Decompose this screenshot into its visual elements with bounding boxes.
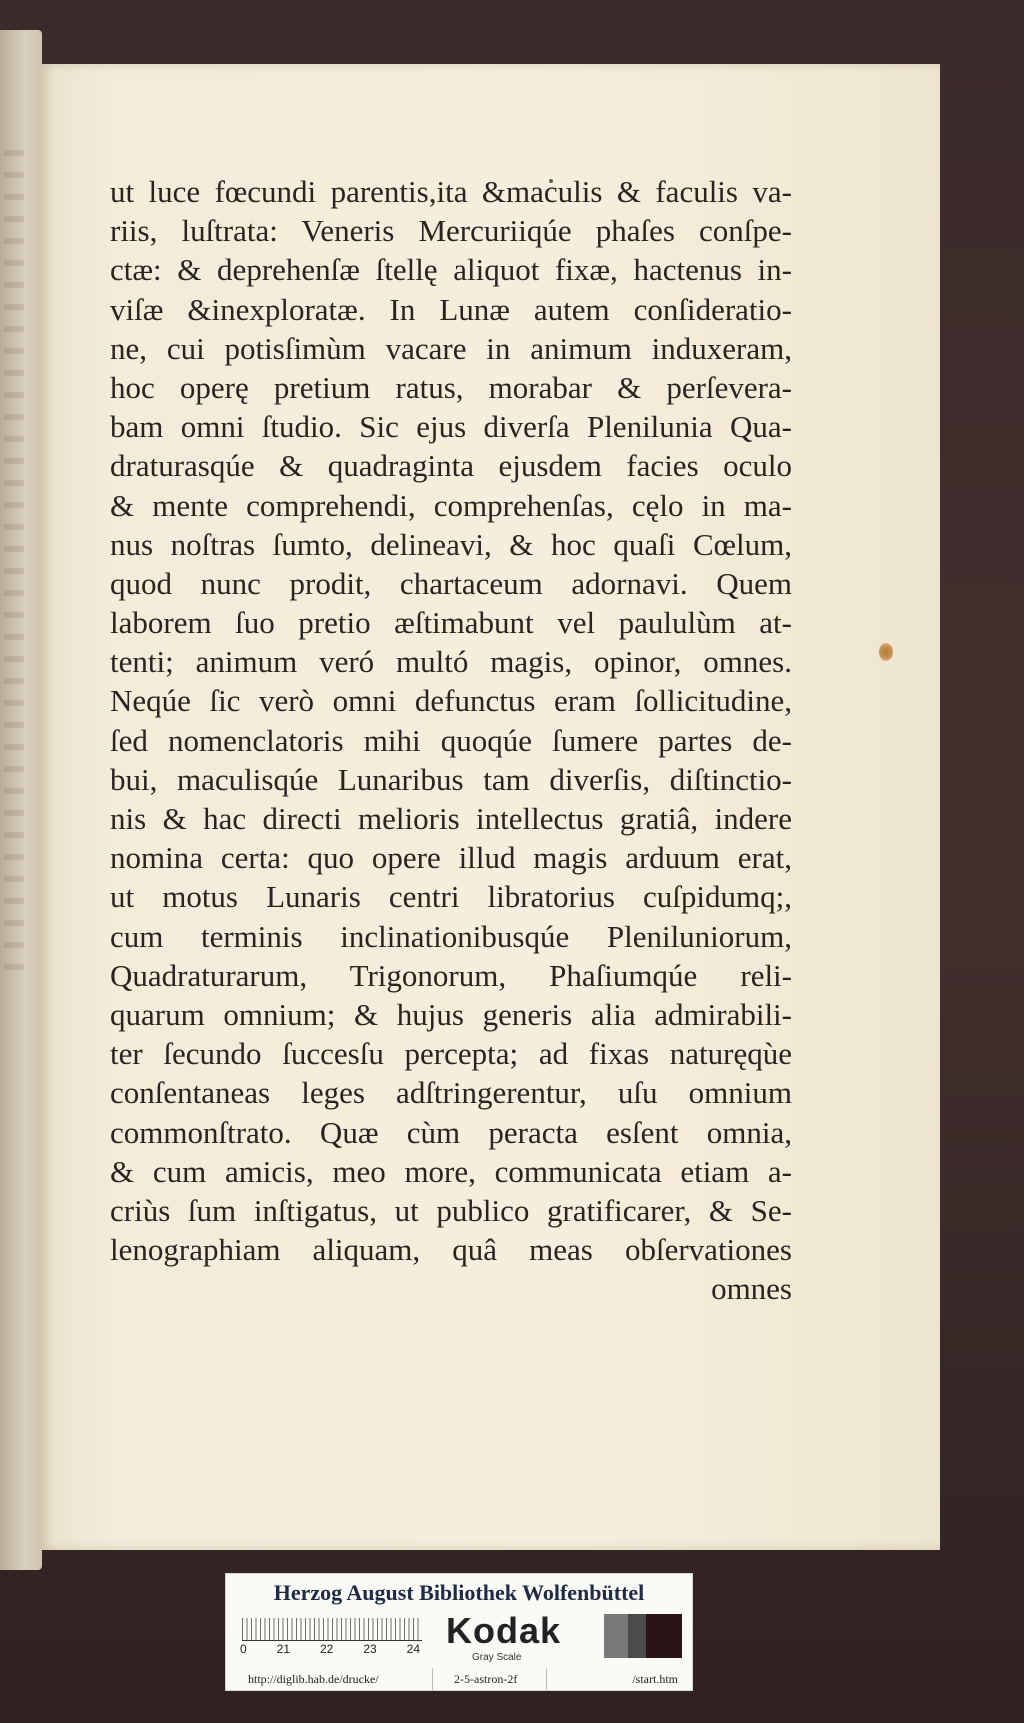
- text-line: criùs ſum inſtigatus, ut publico gratificarer, & Se-: [110, 1192, 792, 1228]
- text-line: & cum amicis, meo more, communicata etiam a-: [110, 1153, 792, 1189]
- text-line: ut motus Lunaris centri libratorius cuſpidumq;,: [110, 879, 792, 915]
- text-line: ne, cui potisſimùm vacare in animum induxeram,: [110, 330, 792, 366]
- text-line: quarum omnium; & hujus generis alia admirabili-: [110, 996, 792, 1032]
- text-line: laborem ſuo pretio æſtimabunt vel paululùm at-: [110, 605, 792, 641]
- color-calibration-target: [225, 1573, 693, 1691]
- text-line: bam omni ſtudio. Sic ejus diverſa Plenilunia Qua-: [110, 409, 792, 445]
- text-line: ter ſecundo ſuccesſu percepta; ad fixas naturęqùe: [110, 1036, 792, 1072]
- text-line: riis, luſtrata: Veneris Mercuriiqúe phaſes conſpe-: [110, 213, 792, 249]
- text-line: Quadraturarum, Trigonorum, Phaſiumqúe reli-: [110, 957, 792, 993]
- gray-swatch: [646, 1614, 682, 1658]
- text-line: bui, maculisqúe Lunaribus tam diverſis, diſtinctio-: [110, 761, 792, 797]
- ruler-number: 21: [276, 1642, 291, 1656]
- kodak-logo: Kodak: [446, 1610, 562, 1651]
- library-name: Herzog August Bibliothek Wolfenbüttel: [273, 1580, 645, 1605]
- ruler-scale: [242, 1612, 422, 1641]
- text-line: Neqúe ſic verò omni defunctus eram ſollicitudine,: [110, 683, 792, 719]
- text-line: viſæ &inexploratæ. In Lunæ autem conſideratio-: [110, 291, 792, 327]
- text-line: commonſtrato. Quæ cùm peracta esſent omnia,: [110, 1114, 792, 1150]
- text-line: conſentaneas leges adſtringerentur, uſu omnium: [110, 1075, 792, 1111]
- text-line: & mente comprehendi, comprehenſas, cęlo in ma-: [110, 487, 792, 523]
- text-line: tenti; animum veró multó magis, opinor, omnes.: [110, 644, 792, 680]
- page-text: [110, 172, 792, 1308]
- text-line: ut luce fœcundi parentis,ita &maculis & faculis va-: [110, 174, 792, 209]
- source-url: http://diglib.hab.de/drucke/: [248, 1672, 379, 1686]
- gray-scale-label: Gray Scale: [472, 1652, 522, 1663]
- start-page: /start.htm: [632, 1672, 678, 1686]
- text-line: cum terminis inclinationibusqúe Pleniluniorum,: [110, 918, 792, 954]
- text-line: lenographiam aliquam, quâ meas obſervationes: [110, 1232, 792, 1268]
- page-stain: [879, 643, 893, 661]
- ruler-number: 23: [363, 1642, 377, 1656]
- target-footer: [226, 1668, 692, 1690]
- text-line: quod nunc prodit, chartaceum adornavi. Quem: [110, 565, 792, 601]
- footer-divider: [432, 1668, 433, 1690]
- footer-divider: [546, 1668, 547, 1690]
- catchword: omnes: [711, 1271, 792, 1307]
- facing-page-text-bleed: [4, 150, 24, 970]
- text-line: hoc operę pretium ratus, morabar & perſevera-: [110, 369, 792, 405]
- ruler-ticks: [242, 1618, 422, 1640]
- text-line: ctæ: & deprehenſæ ſtellę aliquot fixæ, hactenus in-: [110, 252, 792, 288]
- text-line: nus noſtras ſumto, delineavi, & hoc quaſi Cœlum,: [110, 526, 792, 562]
- shelfmark: 2-5-astron-2f: [454, 1672, 518, 1686]
- text-line: nomina certa: quo opere illud magis arduum erat,: [110, 840, 792, 876]
- ruler-number: 24: [406, 1642, 420, 1656]
- text-line: nis & hac directi melioris intellectus gratiâ, indere: [110, 801, 792, 836]
- ruler-number: 0: [240, 1642, 247, 1656]
- facing-page-edge: [0, 30, 42, 1570]
- ruler-number: 22: [319, 1642, 334, 1656]
- text-line: ſed nomenclatoris mihi quoqúe ſumere partes de-: [110, 722, 792, 758]
- gray-swatch: [604, 1614, 628, 1658]
- ruler-numbers: [240, 1642, 420, 1656]
- text-line: draturasqúe & quadraginta ejusdem facies oculo: [110, 448, 792, 484]
